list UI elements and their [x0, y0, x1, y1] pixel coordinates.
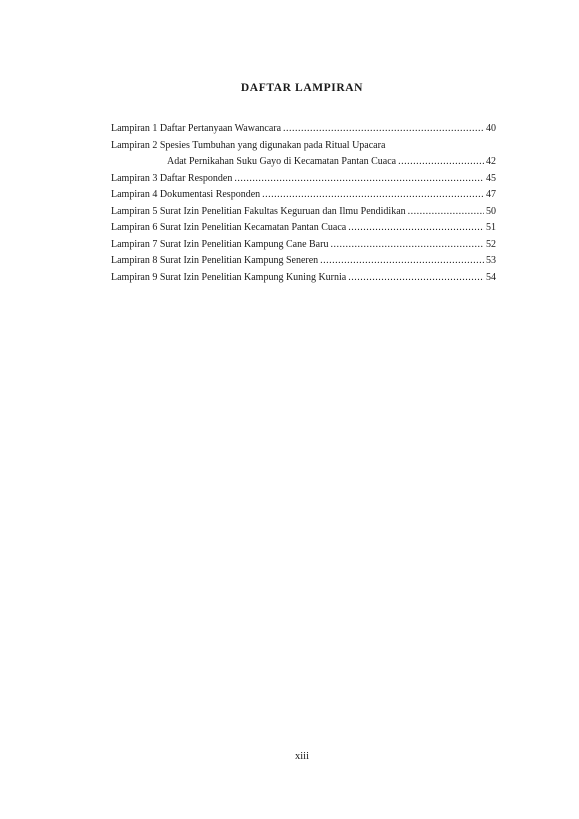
toc-entry-lampiran-4	[111, 187, 496, 204]
toc-entry-label: Lampiran 3 Daftar Responden	[111, 172, 233, 184]
toc-entry-page: 42	[486, 156, 496, 167]
table-of-appendices	[111, 121, 496, 286]
toc-entry-page: 51	[486, 222, 496, 233]
toc-entry-label: Lampiran 9 Surat Izin Penelitian Kampung Kuning Kurnia	[111, 271, 347, 283]
toc-entry-page: 52	[486, 238, 496, 250]
dot-leader	[234, 171, 484, 188]
toc-entry-lampiran-5	[111, 204, 496, 221]
toc-entry-label: Lampiran 1 Daftar Pertanyaan Wawancara	[111, 123, 282, 134]
toc-entry-label: Lampiran 8 Surat Izin Penelitian Kampung Seneren	[111, 255, 319, 266]
toc-entry-lampiran-8	[111, 253, 496, 270]
toc-entry-label-continued: Adat Pernikahan Suku Gayo di Kecamatan Pantan Cuaca	[167, 156, 397, 167]
toc-entry-lampiran-3	[111, 171, 496, 188]
page-title: DAFTAR LAMPIRAN	[240, 82, 364, 94]
dot-leader	[348, 270, 484, 287]
toc-entry-label: Lampiran 4 Dokumentasi Responden	[111, 189, 261, 200]
dot-leader	[348, 220, 484, 237]
toc-entry-label: Lampiran 2 Spesies Tumbuhan yang digunakan pada Ritual Upacara	[111, 139, 386, 151]
toc-entry-page: 40	[486, 123, 496, 134]
toc-entry-lampiran-2-line1	[111, 138, 496, 155]
dot-leader	[283, 121, 484, 138]
toc-entry-page: 50	[486, 205, 496, 217]
toc-entry-page: 47	[486, 189, 496, 200]
dot-leader	[408, 204, 484, 221]
toc-entry-lampiran-2-line2	[111, 154, 496, 171]
toc-entry-page: 45	[486, 172, 496, 184]
toc-entry-page: 53	[486, 255, 496, 266]
toc-entry-page: 54	[486, 271, 496, 283]
toc-entry-lampiran-6	[111, 220, 496, 237]
toc-entry-lampiran-7	[111, 237, 496, 254]
toc-entry-lampiran-1	[111, 121, 496, 138]
toc-entry-label: Lampiran 7 Surat Izin Penelitian Kampung Cane Baru	[111, 238, 329, 250]
dot-leader	[320, 253, 484, 270]
toc-entry-label: Lampiran 6 Surat Izin Penelitian Kecamatan Pantan Cuaca	[111, 222, 347, 233]
dot-leader	[262, 187, 484, 204]
dot-leader	[330, 237, 484, 254]
toc-entry-lampiran-9	[111, 270, 496, 287]
toc-entry-label: Lampiran 5 Surat Izin Penelitian Fakultas Keguruan dan Ilmu Pendidikan	[111, 205, 406, 217]
dot-leader	[398, 154, 484, 171]
page-number: xiii	[294, 751, 309, 762]
